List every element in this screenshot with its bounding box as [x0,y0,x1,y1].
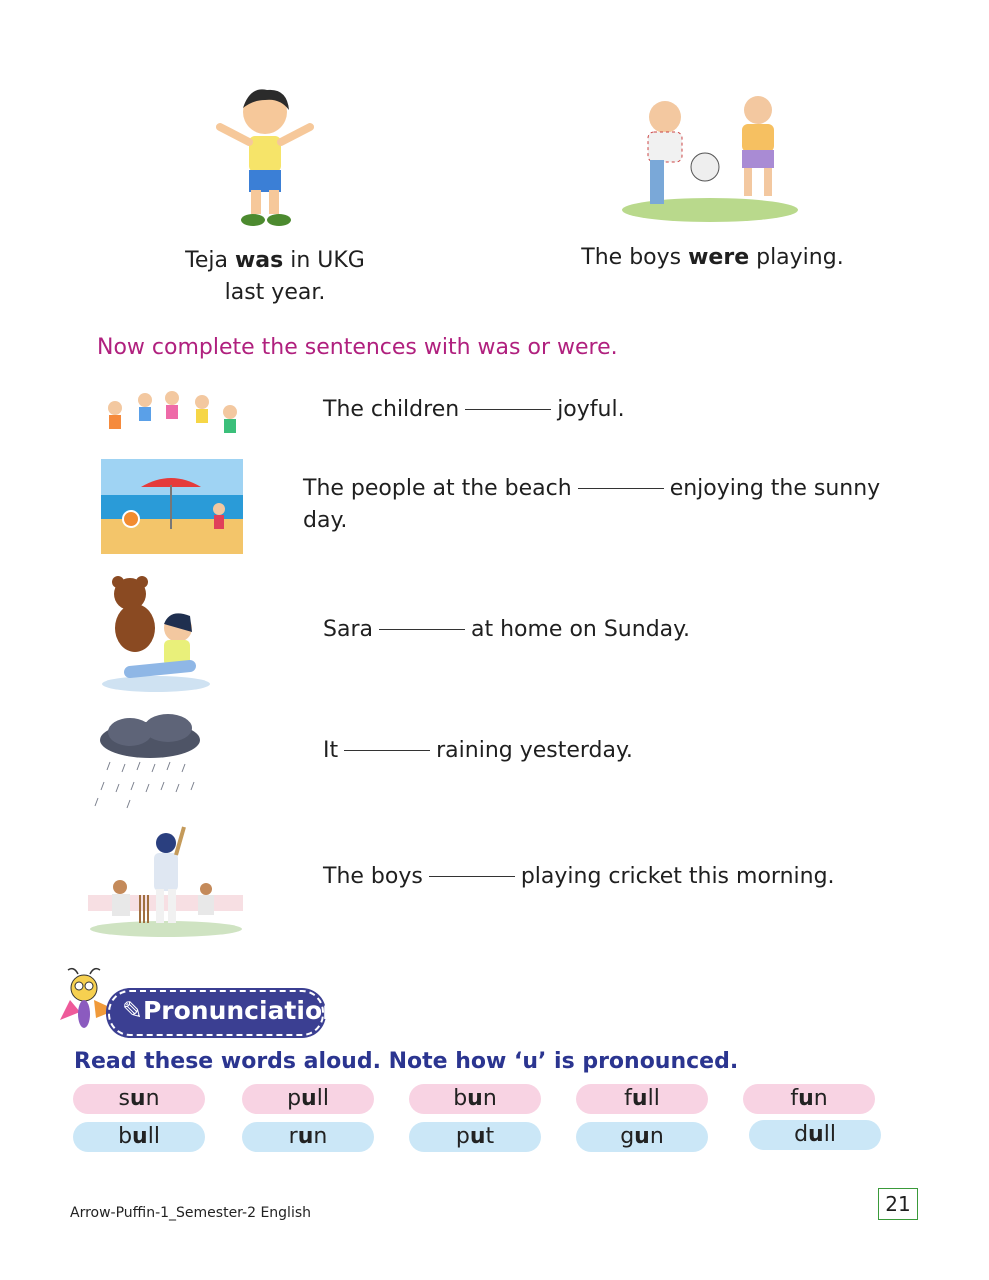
sentence-text: It [323,738,339,763]
boy-standing-illustration [205,82,325,232]
word-pill: gun [576,1122,708,1152]
answer-blank[interactable] [344,750,430,751]
boys-playing-illustration [620,92,800,222]
word-pill: bun [409,1084,541,1114]
caption-text: Teja [185,248,235,273]
word-pill: pull [242,1084,374,1114]
cricket-image [88,825,243,937]
page-number: 21 [878,1188,918,1220]
word-pill: full [576,1084,708,1114]
rain-cloud-image [90,712,215,810]
children-jumping-image [100,390,245,445]
word-pill: put [409,1122,541,1152]
right-caption [560,242,865,274]
word-pill: dull [749,1120,881,1150]
pronunciation-title-text: Pronunciation [142,996,340,1025]
sentence-text: The people at the beach [303,476,572,501]
answer-blank[interactable] [379,629,465,630]
caption-bold: was [234,248,284,273]
beach-image [101,459,243,554]
sentence-text: The children [323,397,460,422]
answer-blank[interactable] [465,409,551,410]
girl-teddy-image [100,572,212,694]
caption-bold: were [688,245,750,270]
pencil-icon: ✎ [122,996,143,1025]
sentence-2 [303,473,923,537]
sentence-4 [323,735,633,767]
caption-text: last year. [224,280,326,305]
pronunciation-title [122,996,340,1025]
sentence-1 [323,394,625,426]
caption-text: playing. [749,245,844,270]
caption-text: The boys [581,245,689,270]
word-pill: sun [73,1084,205,1114]
word-pill: run [242,1122,374,1152]
sentence-text: day. [303,508,348,533]
answer-blank[interactable] [429,876,515,877]
footer-text: Arrow-Puffin-1_Semester-2 English [70,1205,312,1221]
exercise-instruction: Now complete the sentences with was or were. [97,335,618,360]
sentence-text: playing cricket this morning. [520,864,835,889]
sentence-3 [323,614,690,646]
sentence-text: at home on Sunday. [470,617,691,642]
sentence-text: enjoying the sunny [669,476,881,501]
caption-text: in UKG [283,248,365,273]
sentence-text: raining yesterday. [436,738,633,763]
word-pill: bull [73,1122,205,1152]
word-pill: fun [743,1084,875,1114]
sentence-5 [323,861,835,893]
answer-blank[interactable] [578,488,664,489]
sentence-text: joyful. [557,397,625,422]
sentence-text: The boys [323,864,423,889]
sentence-text: Sara [323,617,373,642]
left-caption [160,245,390,309]
pronunciation-instruction: Read these words aloud. Note how ‘u’ is pronounced. [74,1049,739,1074]
